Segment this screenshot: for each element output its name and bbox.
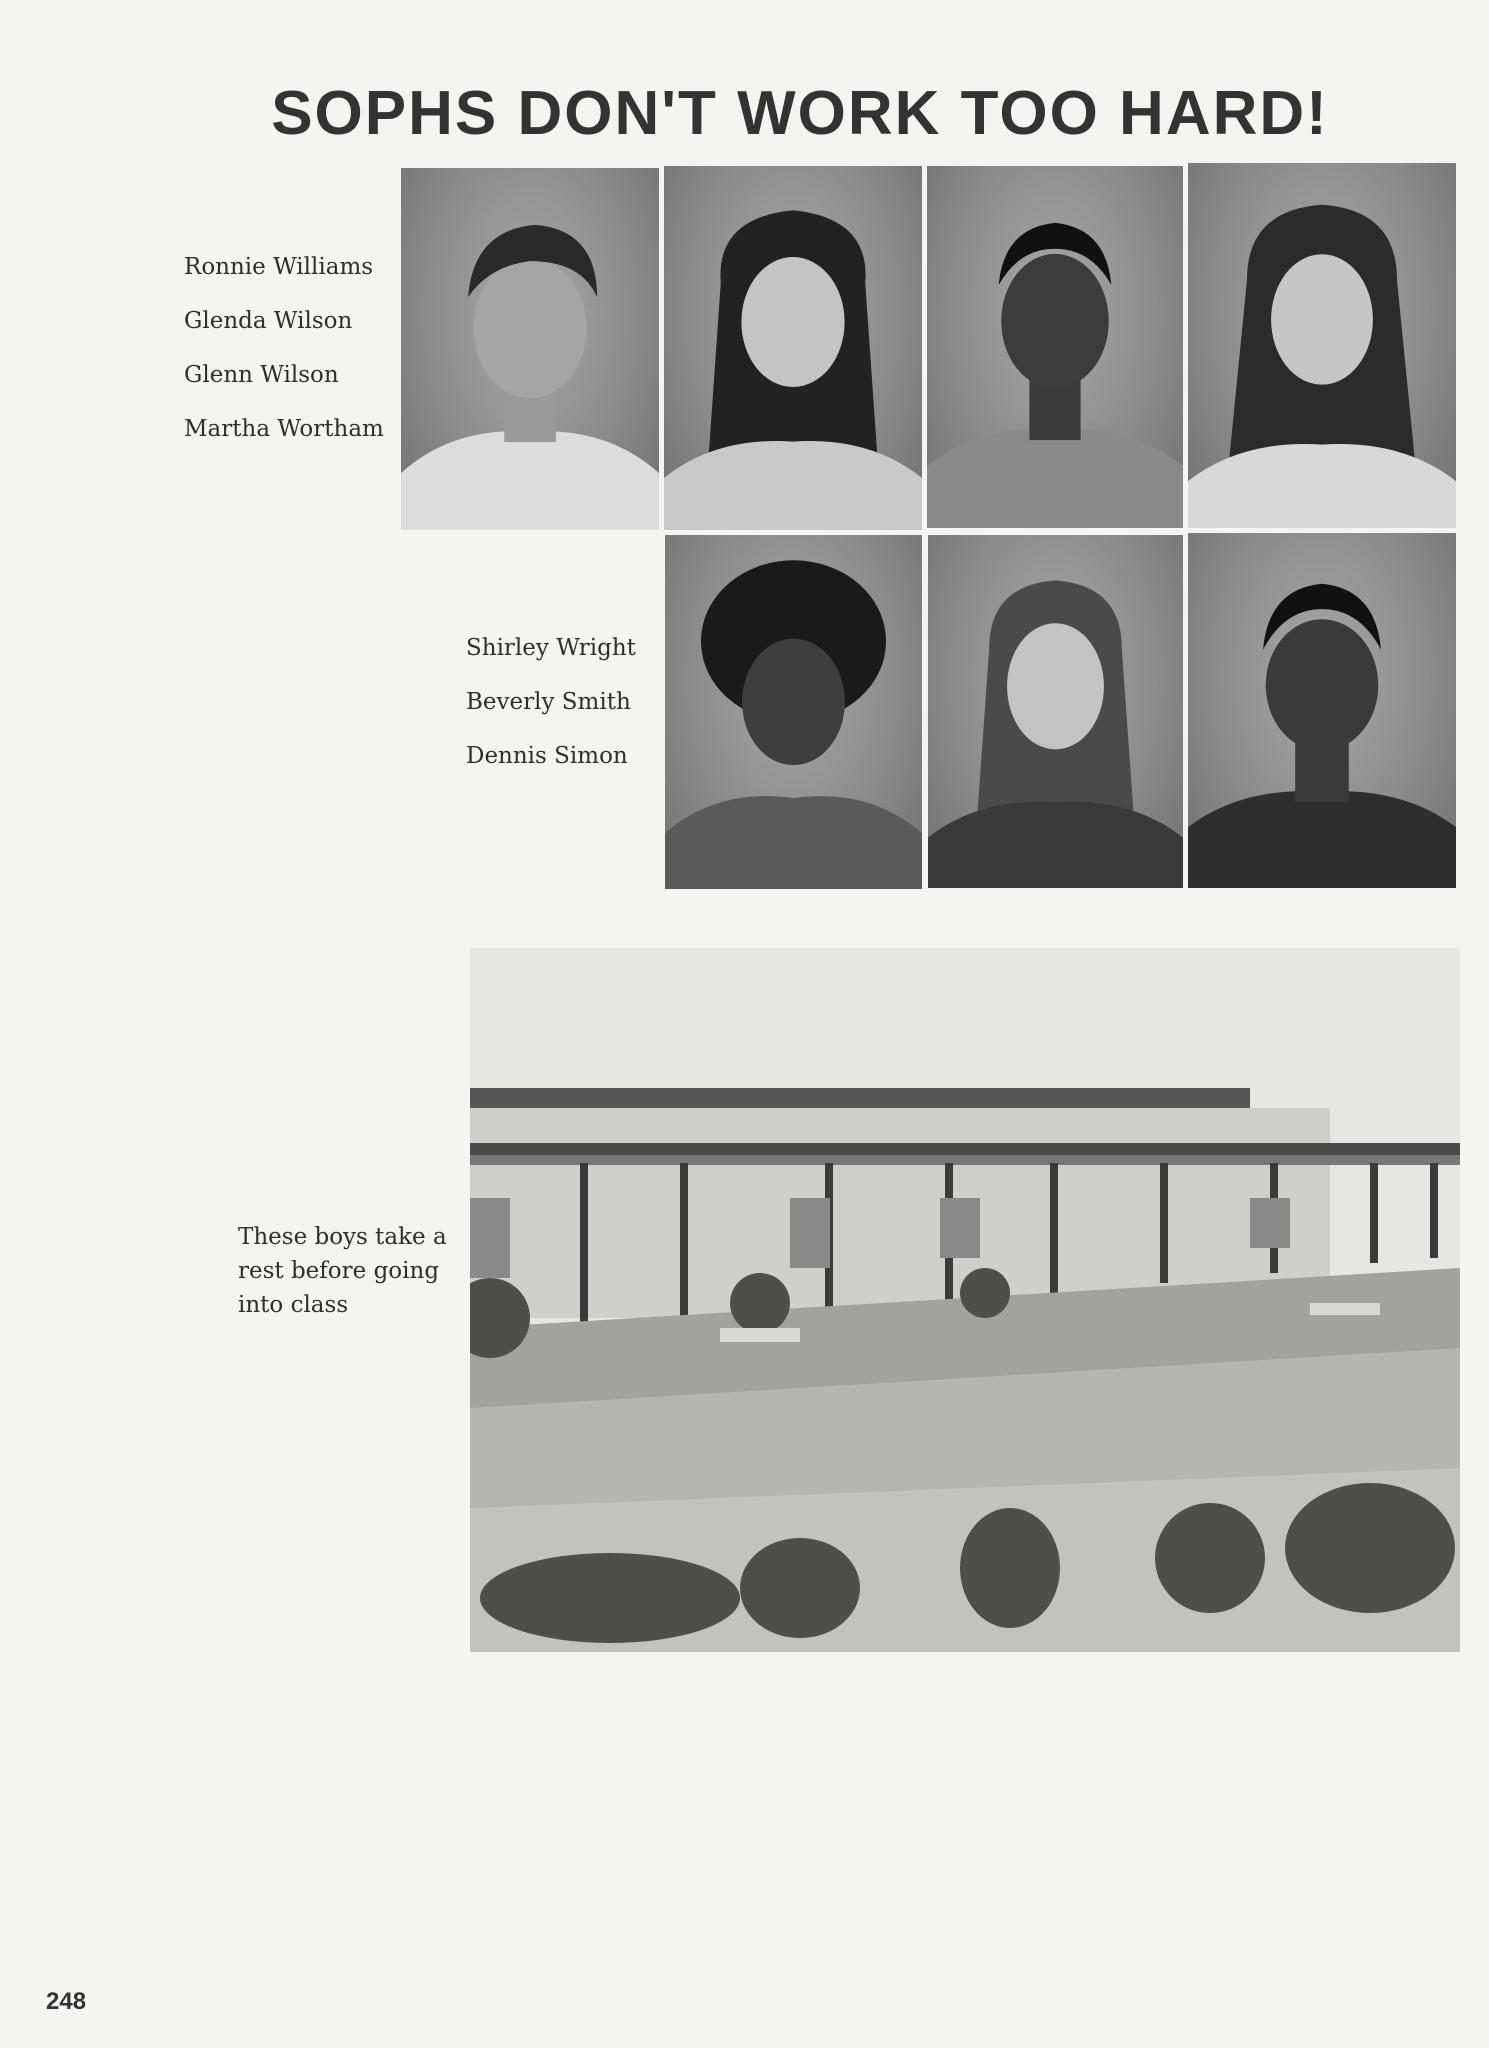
caption-line: into class xyxy=(238,1292,349,1318)
caption-line: These boys take a xyxy=(238,1224,447,1250)
page-number: 248 xyxy=(46,1988,87,2015)
student-name: Glenda Wilson xyxy=(184,308,353,334)
page-title: SOPHS DON'T WORK TOO HARD! xyxy=(271,79,1329,148)
student-name: Martha Wortham xyxy=(184,416,384,442)
student-name: Glenn Wilson xyxy=(184,362,339,388)
student-name: Dennis Simon xyxy=(466,743,628,769)
student-name: Shirley Wright xyxy=(466,635,636,661)
photo-caption xyxy=(238,1220,453,1322)
campus-photo xyxy=(470,948,1460,1652)
portrait-photo xyxy=(927,166,1183,528)
portrait-photo xyxy=(401,168,659,530)
student-name: Beverly Smith xyxy=(466,689,631,715)
student-name: Ronnie Williams xyxy=(184,254,374,280)
caption-line: rest before going xyxy=(238,1258,440,1284)
portrait-photo xyxy=(665,535,922,889)
name-list-bottom-row xyxy=(466,621,636,783)
portrait-photo xyxy=(928,535,1183,888)
name-list-top-row xyxy=(184,240,384,456)
portrait-photo xyxy=(1188,163,1456,528)
portrait-photo xyxy=(1188,533,1456,888)
portrait-photo xyxy=(664,166,922,530)
